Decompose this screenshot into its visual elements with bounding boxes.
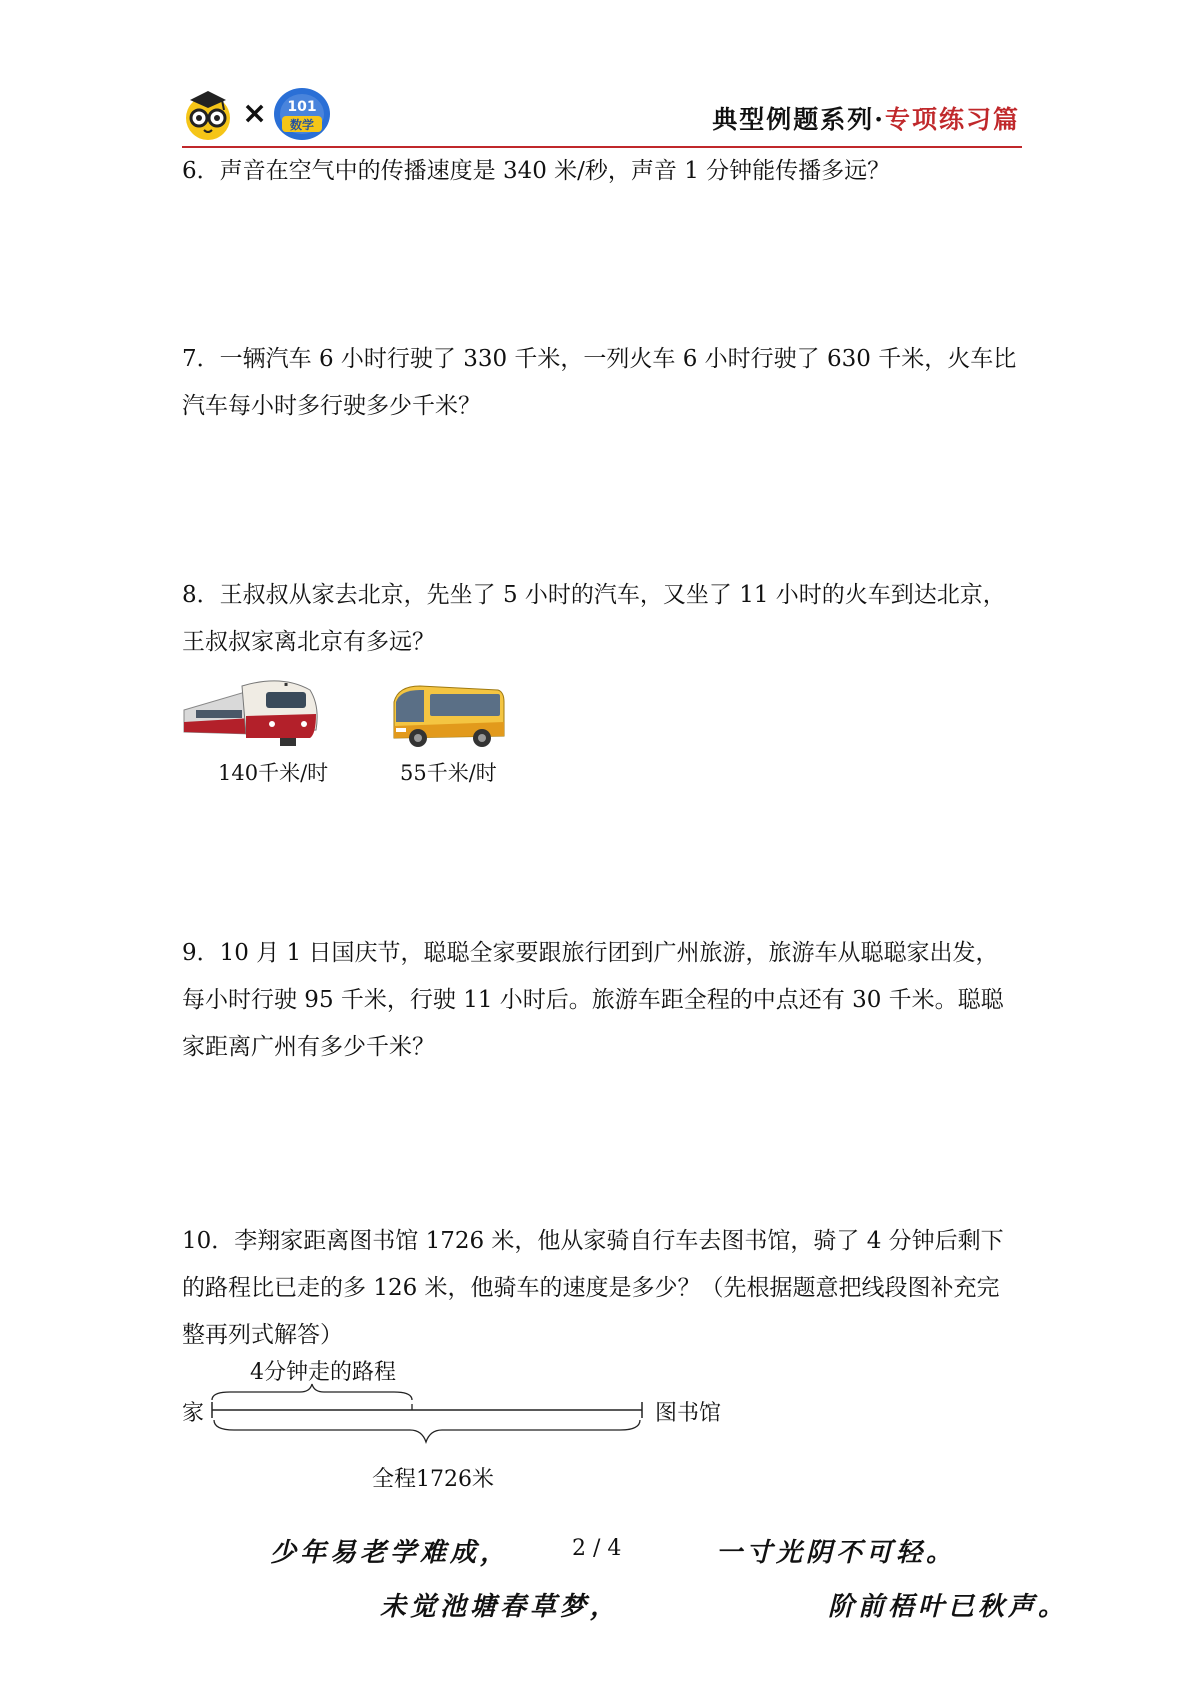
page-header	[182, 82, 1022, 146]
question-9-line-1: 9．10 月 1 日国庆节，聪聪全家要跟旅行团到广州旅游，旅游车从聪聪家出发，	[182, 940, 999, 966]
poem-line-3: 未觉池塘春草梦，	[380, 1592, 621, 1622]
question-8	[182, 572, 1022, 666]
poem-line-1: 少年易老学难成，	[270, 1538, 511, 1568]
svg-text:101: 101	[287, 99, 317, 115]
logo-separator: ×	[242, 96, 268, 131]
page-number: 2 / 4	[572, 1536, 622, 1561]
question-6-text: 6．声音在空气中的传播速度是 340 米/秒，声音 1 分钟能传播多远？	[182, 158, 891, 184]
question-6	[182, 148, 1022, 195]
train-icon	[182, 672, 322, 750]
question-7-line-2: 汽车每小时多行驶多少千米？	[182, 393, 481, 419]
question-9-line-2: 每小时行驶 95 千米，行驶 11 小时后。旅游车距全程的中点还有 30 千米。聪聪	[182, 987, 1004, 1013]
poem-line-4: 阶前梧叶已秋声。	[828, 1592, 1069, 1622]
question-7-line-1: 7．一辆汽车 6 小时行驶了 330 千米，一列火车 6 小时行驶了 630 千米，火车比	[182, 346, 1017, 372]
top-brace	[212, 1384, 412, 1400]
svg-text:数学: 数学	[289, 118, 315, 132]
train-speed-label: 140千米/时	[218, 761, 329, 785]
math-101-logo-icon	[272, 86, 332, 142]
question-9	[182, 930, 1022, 1071]
question-9-line-3: 家距离广州有多少千米？	[182, 1034, 435, 1060]
question-8-line-1: 8．王叔叔从家去北京，先坐了 5 小时的汽车，又坐了 11 小时的火车到达北京，	[182, 582, 1006, 608]
question-10-line-1: 10．李翔家距离图书馆 1726 米，他从家骑自行车去图书馆，骑了 4 分钟后剩下	[182, 1228, 1004, 1254]
diagram-start-label: 家	[182, 1401, 205, 1426]
poem-line-2: 一寸光阴不可轻。	[716, 1538, 957, 1568]
question-10	[182, 1218, 1022, 1359]
series-title-main: 典型例题系列·	[712, 105, 885, 134]
question-8-line-2: 王叔叔家离北京有多远？	[182, 629, 435, 655]
diagram-top-label: 4分钟走的路程	[250, 1360, 396, 1385]
question-7	[182, 336, 1022, 430]
series-title	[712, 100, 1020, 136]
owl-mascot-logo-icon	[182, 88, 234, 140]
svg-text:▪: ▪	[283, 681, 289, 688]
question-10-line-2: 的路程比已走的多 126 米，他骑车的速度是多少？（先根据题意把线段图补充完	[182, 1275, 1000, 1301]
diagram-end-label: 图书馆	[655, 1401, 722, 1426]
bottom-brace	[214, 1420, 640, 1442]
bus-speed-label: 55千米/时	[400, 761, 497, 785]
bus-icon	[390, 682, 506, 752]
line-segment-diagram	[200, 1378, 660, 1450]
series-title-accent: 专项练习篇	[884, 105, 1020, 134]
diagram-total-label: 全程1726米	[372, 1467, 494, 1492]
question-10-line-3: 整再列式解答）	[182, 1322, 343, 1348]
